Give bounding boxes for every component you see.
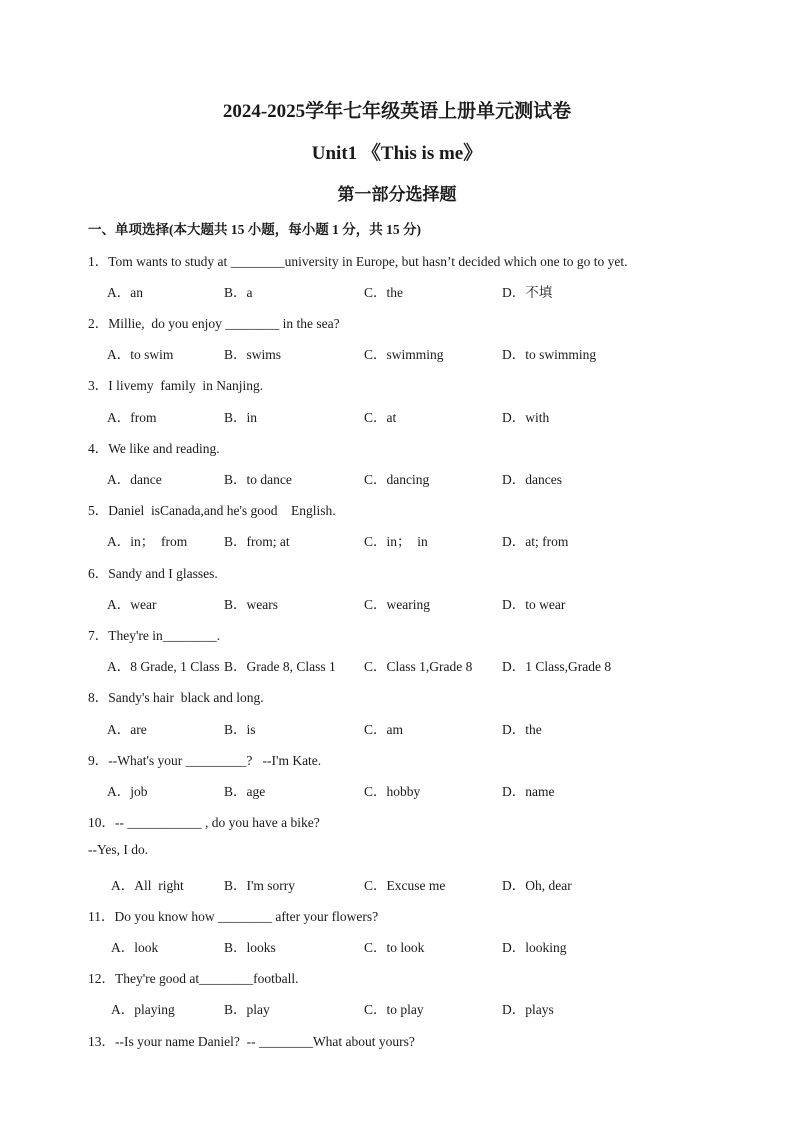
option-b: B．I'm sorry — [224, 878, 296, 893]
option-a: A．are — [107, 722, 147, 737]
option-b: B．in — [224, 410, 258, 425]
option-c: C．am — [364, 722, 403, 737]
question-13: 13．--Is your name Daniel? -- ________What about yours? — [88, 1034, 415, 1049]
option-d: D．to wear — [502, 597, 566, 612]
option-d: D．name — [502, 784, 555, 799]
option-d: D．dances — [502, 472, 562, 487]
option-c: C．hobby — [364, 784, 421, 799]
option-c: C．dancing — [364, 472, 430, 487]
option-b: B．age — [224, 784, 266, 799]
option-c: C．in； in — [364, 534, 428, 549]
option-a: A．playing — [111, 1002, 175, 1017]
option-d: D．1 Class,Grade 8 — [502, 659, 612, 674]
option-a: A．an — [107, 285, 143, 300]
option-a: A．in； from — [107, 534, 188, 549]
option-b: B．to dance — [224, 472, 292, 487]
question-5: 5．Daniel isCanada,and he's good English. — [88, 503, 336, 518]
option-a: A．wear — [107, 597, 157, 612]
section-heading: 一、单项选择(本大题共 15 小题，每小题 1 分，共 15 分) — [88, 222, 421, 237]
option-a: A．to swim — [107, 347, 174, 362]
option-a: A．job — [107, 784, 148, 799]
question-11: 11．Do you know how ________ after your flowers? — [88, 909, 379, 924]
option-d: D．Oh, dear — [502, 878, 572, 893]
option-c: C．to look — [364, 940, 425, 955]
option-c: C．wearing — [364, 597, 430, 612]
question-6: 6．Sandy and I glasses. — [88, 566, 218, 581]
question-3: 3．I livemy family in Nanjing. — [88, 378, 264, 393]
option-c: C．to play — [364, 1002, 424, 1017]
question-10-reply: --Yes, I do. — [88, 842, 149, 857]
option-b: B．Grade 8, Class 1 — [224, 659, 336, 674]
option-a: A．look — [111, 940, 159, 955]
option-d: D．to swimming — [502, 347, 597, 362]
option-c: C．Excuse me — [364, 878, 446, 893]
question-1: 1．Tom wants to study at ________university in Europe, but hasn’t decided which one to go to yet. — [88, 254, 628, 269]
option-a: A．All right — [111, 878, 184, 893]
option-d: D．with — [502, 410, 550, 425]
unit-title: Unit1 《This is me》 — [311, 143, 483, 164]
option-d: D．plays — [502, 1002, 554, 1017]
option-c: C．at — [364, 410, 397, 425]
option-a: A．from — [107, 410, 157, 425]
option-c: C．Class 1,Grade 8 — [364, 659, 473, 674]
option-b: B．looks — [224, 940, 276, 955]
question-8: 8．Sandy's hair black and long. — [88, 690, 264, 705]
question-9: 9．--What's your _________? --I'm Kate. — [88, 753, 322, 768]
option-b: B．a — [224, 285, 253, 300]
option-c: C．the — [364, 285, 403, 300]
option-b: B．is — [224, 722, 256, 737]
option-d: D．at; from — [502, 534, 569, 549]
question-2: 2．Millie, do you enjoy ________ in the sea? — [88, 316, 340, 331]
option-b: B．from; at — [224, 534, 290, 549]
question-12: 12．They're good at________football. — [88, 971, 299, 986]
option-d: D．the — [502, 722, 542, 737]
option-b: B．swims — [224, 347, 282, 362]
option-b: B．play — [224, 1002, 270, 1017]
option-c: C．swimming — [364, 347, 444, 362]
question-4: 4．We like and reading. — [88, 441, 220, 456]
option-a: A．8 Grade, 1 Class — [107, 659, 220, 674]
part-title: 第一部分选择题 — [337, 185, 457, 204]
option-d: D．looking — [502, 940, 567, 955]
option-b: B．wears — [224, 597, 278, 612]
question-7: 7．They're in________. — [88, 628, 221, 643]
option-a: A．dance — [107, 472, 162, 487]
option-d: D．不填 — [502, 285, 553, 300]
exam-title: 2024-2025学年七年级英语上册单元测试卷 — [222, 101, 572, 122]
question-10: 10．-- ___________ , do you have a bike? — [88, 815, 320, 830]
